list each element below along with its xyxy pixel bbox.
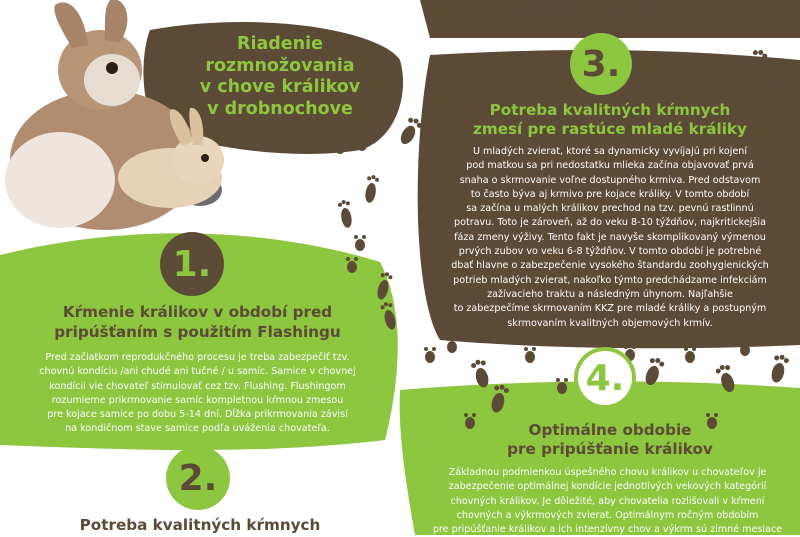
page-title-line: v drobnochove	[207, 98, 353, 119]
section-3-number: 3.	[570, 33, 632, 95]
paw-print-icon	[524, 347, 536, 363]
section-3-body-line: prvých zubov vo veku 6-8 týždňov. V tomto období je potrebné	[458, 246, 762, 258]
section-3-body-line: to zabezpečíme skrmovaním KKZ pre mladé králiky a postupným	[453, 303, 767, 315]
paw-print-icon	[346, 257, 358, 273]
paw-print-icon	[397, 115, 424, 147]
paw-print-icon	[470, 358, 492, 389]
section-3-body-line: potravu. Toto je zároveň, až do veku 8-10 týždňov, najkritickejšia	[454, 217, 766, 229]
section-2-title	[30, 516, 370, 535]
paw-print-icon	[736, 8, 750, 27]
section-3-title-line: Potreba kvalitných kŕmnych	[489, 101, 731, 119]
section-1-body-line: kondícii vie chovateľ stimulovať cez tzv. Flushing. Flushingom	[49, 380, 346, 392]
page-title-line: v chove králikov	[199, 77, 361, 97]
section-4-number: 4.	[574, 347, 636, 409]
section-1-title	[10, 302, 385, 342]
section-4-title-line: Optimálne obdobie	[528, 421, 692, 439]
paw-print-icon	[714, 363, 738, 395]
section-1-title-line: pripúšťaním s použitím Flashingu	[54, 323, 341, 341]
section-3-body-line: potrieb mladých zvierat, nakoľko týmto predchádzame infekciám	[453, 274, 767, 286]
section-1-body-line: Pred začiatkom reprodukčného procesu je treba zabezpečiť tzv.	[45, 352, 350, 363]
section-4-body-line: Základnou podmienkou úspešného chovu králikov u chovateľov je	[448, 467, 767, 478]
section-4-body-line: pre pripúšťanie králikov a ich intenzívny chov a výkrm sú zimné mesiace	[432, 524, 783, 536]
paw-print-icon	[354, 235, 366, 251]
section-3-body-line: snaha o skrmovanie voľne dostupného krmiva. Pred odstavom	[459, 174, 761, 186]
paw-print-icon	[642, 356, 666, 388]
section-1-number: 1.	[160, 232, 224, 296]
paw-print-icon	[745, 48, 769, 80]
paw-print-icon	[768, 353, 790, 384]
section-1-body-line: rozumieme prikrmovanie samíc kompletnou kŕmnou zmesou	[51, 394, 344, 406]
section-3-body-line: dbať hlavne o zabezpečenie vysokého štandardu zoohygienických	[451, 260, 769, 272]
section-2-number: 2.	[166, 446, 230, 510]
paw-print-icon	[356, 135, 368, 151]
section-2-body-tail: dôležitá v procese tvorby mlieka.	[500, 3, 660, 14]
paw-print-icon	[363, 174, 380, 204]
section-3-body-line: fáza zmeny výživy. Tento fakt je navyše skomplikovaný výmenou	[454, 231, 766, 243]
section-3-body-line: to často býva aj krmivo pre kojace králiky. V tomto období	[470, 188, 750, 200]
section-3-body-line: skrmovaním kvalitných objemových krmív.	[507, 317, 713, 329]
section-3-title	[440, 101, 780, 138]
section-4-title-line: pre pripúšťanie králikov	[507, 440, 713, 458]
section-3-body-line: zažívacieho traktu a následným úhynom. Najľahšie	[487, 288, 733, 300]
section-4-body-line: chovných králikov. Je dôležité, aby chovatelia rozlišovali v kŕmení	[450, 495, 765, 507]
paw-print-icon	[334, 138, 346, 154]
section-3-body	[425, 145, 795, 331]
section-3-body-line: sa začína u malých králikov prechod na tzv. pevnú rastlinnú	[466, 203, 754, 215]
paw-print-icon	[488, 383, 510, 414]
page-title-line: rozmnožovania	[205, 55, 355, 76]
section-4-body-line: zabezpečenie optimálnej kondície jednotlivých vekových kategórií	[448, 481, 767, 493]
paw-print-icon	[739, 340, 751, 356]
section-3-body-line: U mladých zvierat, ktoré sa dynamicky vyvíjajú pri kojení	[472, 146, 748, 157]
paw-print-icon	[684, 347, 696, 363]
section-4-body-line: chovných a výkrmových zvierat. Optimálnym ročným obdobím	[456, 509, 759, 521]
section-1-body-line: na kondičnom stave samice podľa uváženia chovateľa.	[65, 423, 330, 435]
paw-print-icon	[337, 199, 354, 229]
page-title-line: Riadenie	[236, 34, 323, 54]
section-1-body-line: pre kojace samice po dobu 5-14 dní. Dĺžka prikrmovania závisí	[47, 409, 348, 421]
paw-print-icon	[761, 8, 775, 27]
paw-print-icon	[424, 347, 436, 363]
page-title	[170, 34, 390, 120]
section-2-title-line: Potreba kvalitných kŕmnych	[79, 516, 321, 534]
paw-print-icon	[556, 378, 568, 394]
section-4-title	[430, 421, 790, 459]
section-1-body-line: chovnú kondíciu /ani chudé ani tučné / u samíc. Samice v chovnej	[39, 366, 356, 378]
section-3-title-line: zmesí pre rastúce mladé králiky	[473, 119, 747, 138]
paw-print-icon	[375, 271, 394, 301]
section-3-body-line: pod matkou sa pri nedostatku mlieka začína objavovať prvá	[466, 160, 754, 172]
section-1-title-line: Kŕmenie králikov v období pred	[62, 303, 333, 321]
section-4-body	[415, 466, 800, 537]
paw-print-icon	[446, 337, 458, 353]
section-1-body	[0, 351, 395, 437]
